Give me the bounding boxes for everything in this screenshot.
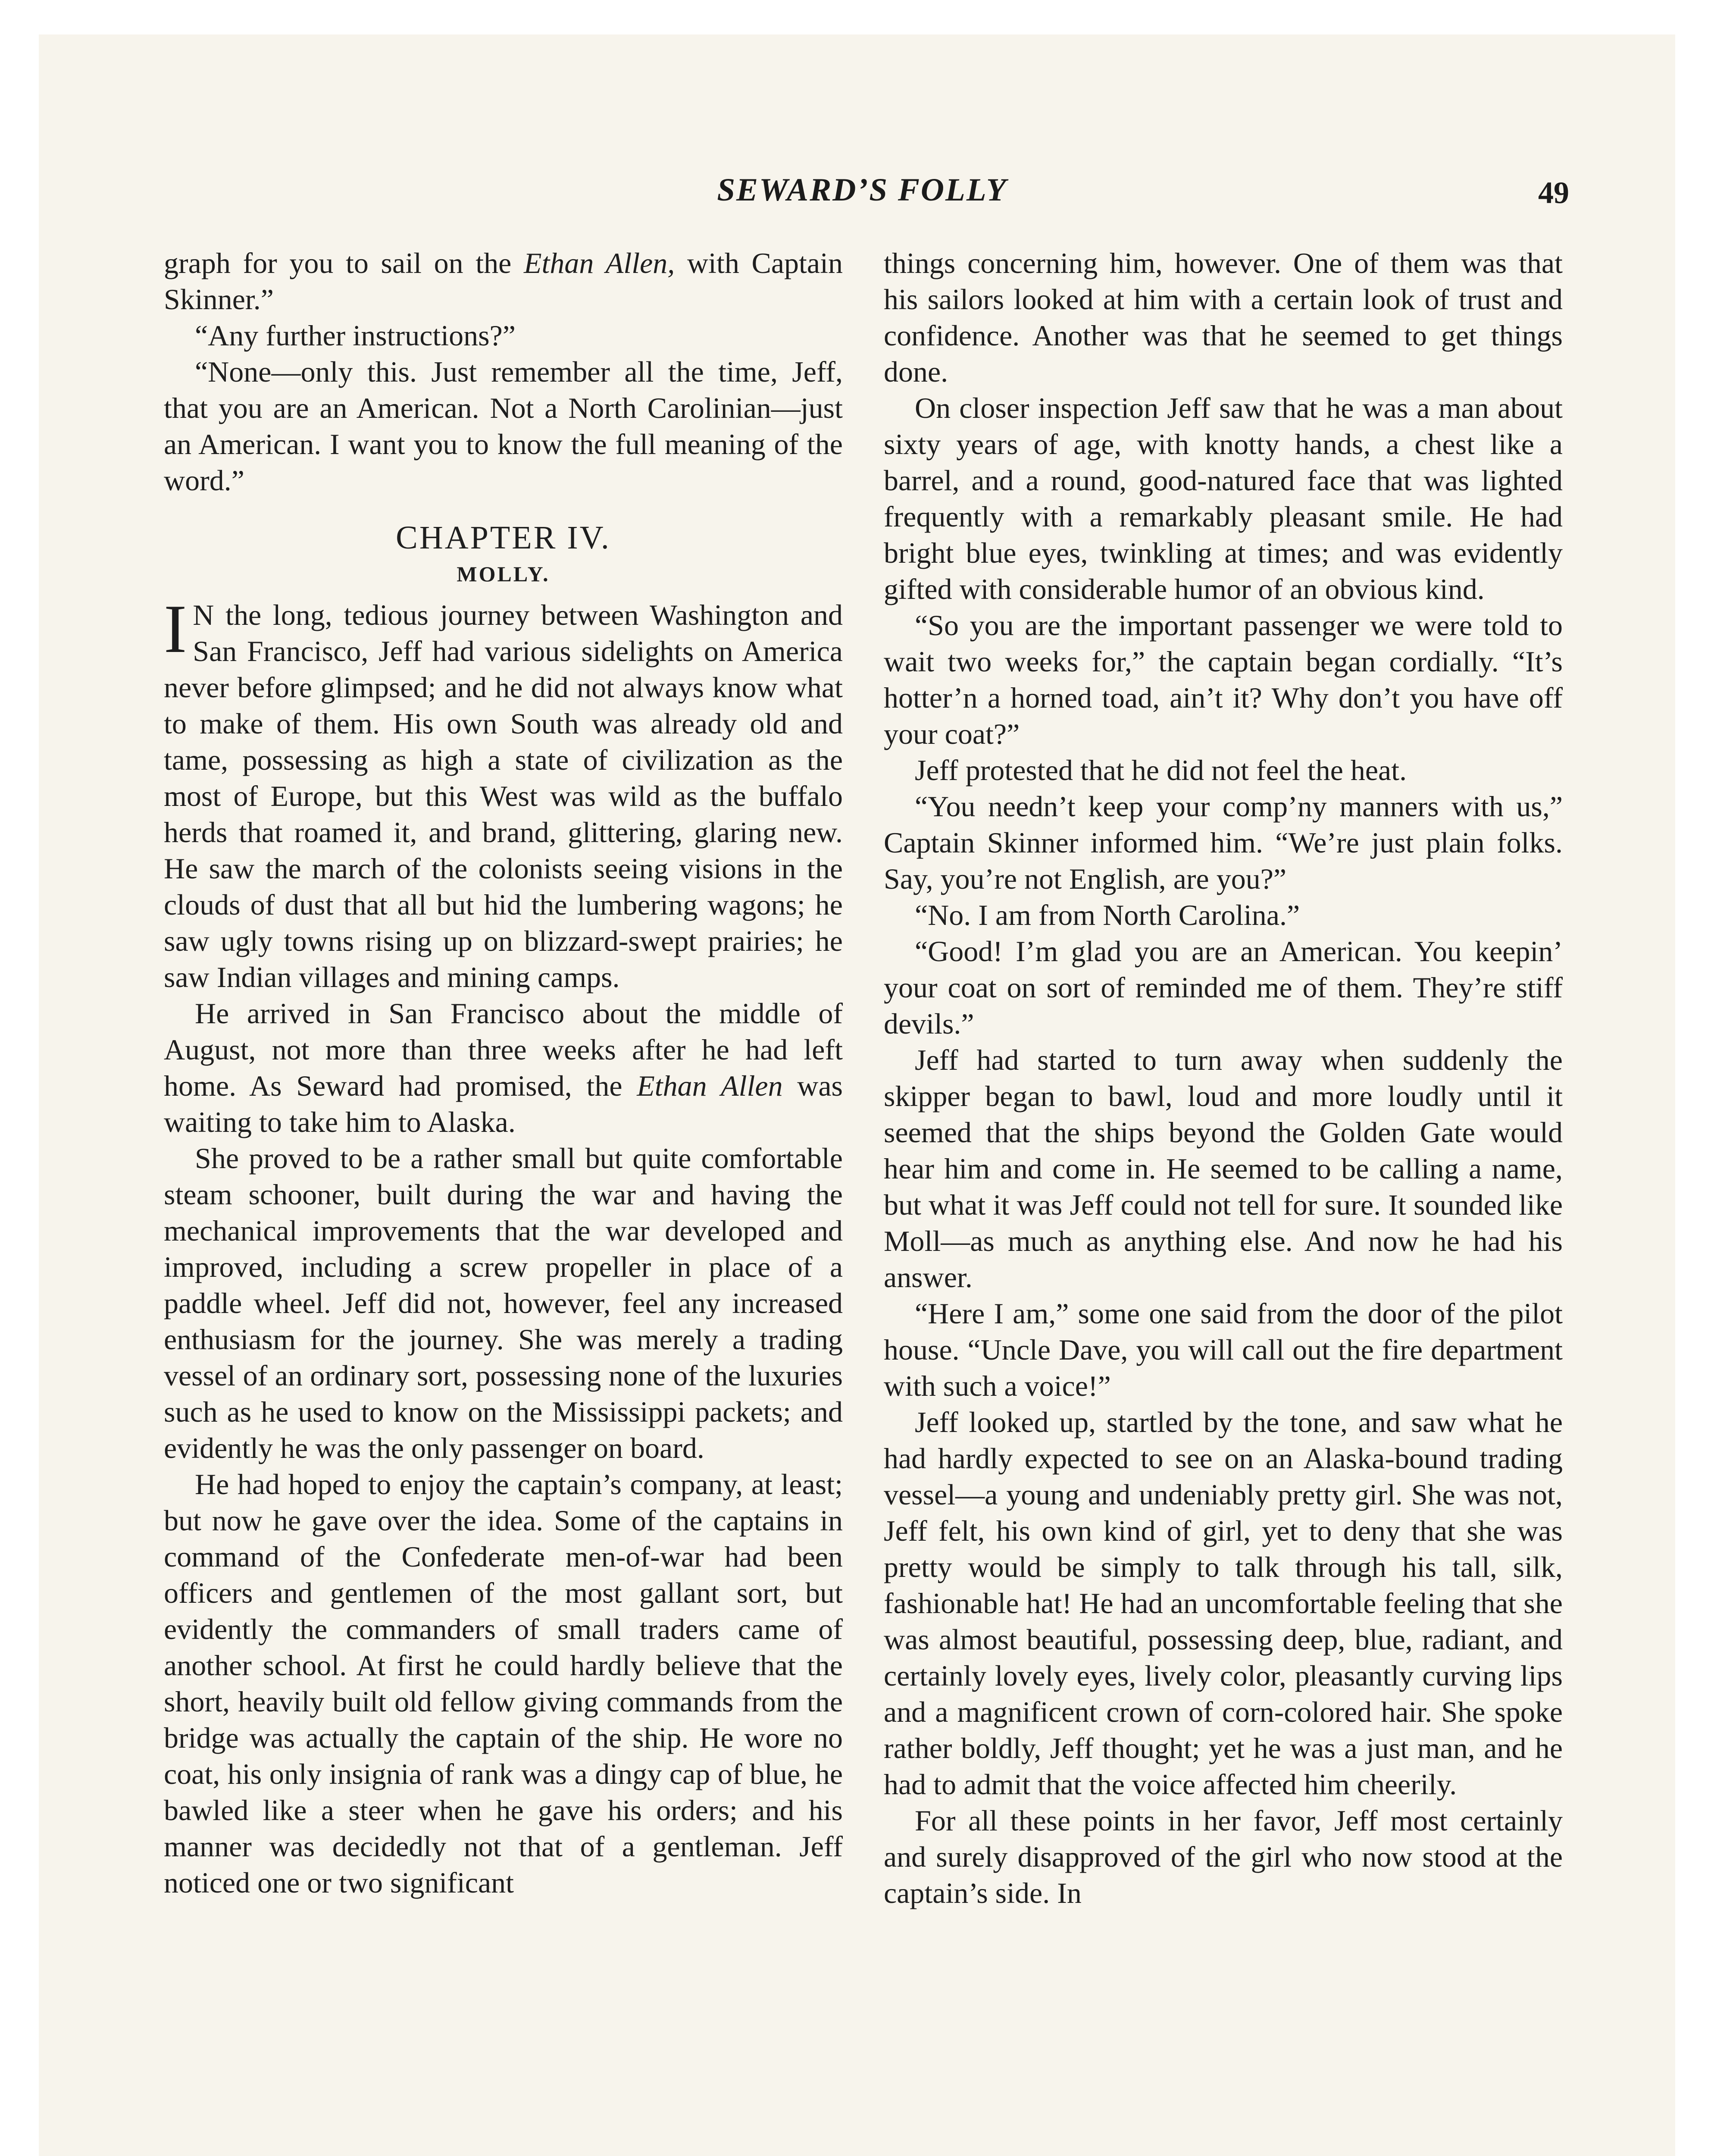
paragraph: “No. I am from North Carolina.” — [915, 899, 1300, 931]
text-run: He arrived in San Francisco about the middle of August, not more than three weeks after he had left home. As Seward had promised, the — [164, 997, 843, 1102]
page-number: 49 — [1538, 175, 1569, 210]
paragraph — [164, 590, 843, 995]
paragraph — [164, 995, 843, 1140]
paragraph: “You needn’t keep your comp’ny manners with us,” Captain Skinner informed him. “We’re just plain folks. Say, you’re not English, are you?” — [884, 790, 1563, 895]
text-run: was waiting to take him to Alaska. — [164, 1069, 843, 1138]
paragraph: “Any further instructions?” — [195, 319, 516, 352]
text-run: N the long, tedious journey between Washington and San Francisco, Jeff had various sidelights on America never before glimpsed; and he did not always know what to make of them. His own South was already old and tame, possessing as high a state of civilization as the most of Europe, but this West was wild as the buffalo herds that roamed it, and brand, glittering, glaring new. He saw the march of the colonists seeing visions in the clouds of dust that all but hid the lumbering wagons; he saw ugly towns rising up on blizzard-swept prairies; he saw Indian villages and mining camps. — [164, 599, 843, 993]
left-column — [164, 245, 843, 1901]
paragraph: “Good! I’m glad you are an American. You keepin’ your coat on sort of reminded me of them. They’re stiff devils.” — [884, 935, 1563, 1040]
ship-name: Ethan Allen, — [523, 247, 675, 279]
paragraph: She proved to be a rather small but quite comfortable steam schooner, built during the war and having the mechanical improvements that the war developed and improved, including a screw propeller in place of a paddle wheel. Jeff did not, however, feel any increased enthusiasm for the journey. She was merely a trading vessel of an ordinary sort, possessing none of the luxuries such as he used to know on the Mississippi packets; and evidently he was the only passenger on board. — [164, 1142, 843, 1464]
paragraph: “So you are the important passenger we were told to wait two weeks for,” the captain began cordially. “It’s hotter’n a horned toad, ain’t it? Why don’t you have off your coat?” — [884, 609, 1563, 750]
paragraph: On closer inspection Jeff saw that he was a man about sixty years of age, with knotty hands, a chest like a barrel, and a round, good-natured face that was lighted frequently with a remarkably pleasant smile. He had bright blue eyes, twinkling at times; and was evidently gifted with considerable humor of an obvious kind. — [884, 392, 1563, 605]
paragraph: Jeff looked up, startled by the tone, and saw what he had hardly expected to see on an Alaska-bound trading vessel—a young and undeniably pretty girl. She was not, Jeff felt, his own kind of girl, yet to deny that she was pretty would be simply to talk through his tall, silk, fashionable hat! He had an uncomfortable feeling that she was almost beautiful, possessing deep, blue, radiant, and certainly lovely eyes, lively color, pleasantly curving lips and a magnificent crown of corn-colored hair. She spoke rather boldly, Jeff thought; yet he was a just man, and he had to admit that the voice affected him cheerily. — [884, 1406, 1563, 1801]
drop-cap: I — [164, 590, 187, 667]
text-run: with Captain Skinner.” — [164, 247, 843, 316]
paragraph: Jeff had started to turn away when suddenly the skipper began to bawl, loud and more loudly until it seemed that the ships beyond the Golden Gate would hear him and come in. He seemed to be calling a name, but what it was Jeff could not tell for sure. It sounded like Moll—as much as anything else. And now he had his answer. — [884, 1044, 1563, 1294]
ship-name: Ethan Allen — [637, 1069, 783, 1102]
paragraph: things concerning him, however. One of them was that his sailors looked at him with a certain look of trust and confidence. Another was that he seemed to get things done. — [884, 247, 1563, 388]
paragraph: “Here I am,” some one said from the door of the pilot house. “Uncle Dave, you will call out the fire department with such a voice!” — [884, 1297, 1563, 1402]
chapter-title: CHAPTER IV. — [396, 520, 611, 556]
paragraph: “None—only this. Just remember all the time, Jeff, that you are an American. Not a North Carolinian—just an American. I want you to know the full meaning of the word.” — [164, 355, 843, 497]
chapter-subtitle: MOLLY. — [457, 562, 550, 586]
paragraph: For all these points in her favor, Jeff most certainly and surely disapproved of the girl who now stood at the captain’s side. In — [884, 1804, 1563, 1909]
text-run: graph for you to sail on the — [164, 247, 524, 279]
paragraph: Jeff protested that he did not feel the heat. — [915, 754, 1407, 787]
running-title: SEWARD’S FOLLY — [717, 172, 1007, 208]
paragraph — [164, 245, 843, 317]
right-column — [884, 245, 1563, 1911]
paragraph: He had hoped to enjoy the captain’s company, at least; but now he gave over the idea. Some of the captains in command of the Confederate men-of-war had been officers and gentlemen of the most gallant sort, but evidently the commanders of small traders came of another school. At first he could hardly believe that the short, heavily built old fellow giving commands from the bridge was actually the captain of the ship. He wore no coat, his only insignia of rank was a dingy cap of blue, he bawled like a steer when he gave his orders; and his manner was decidedly not that of a gentleman. Jeff noticed one or two significant — [164, 1468, 843, 1899]
